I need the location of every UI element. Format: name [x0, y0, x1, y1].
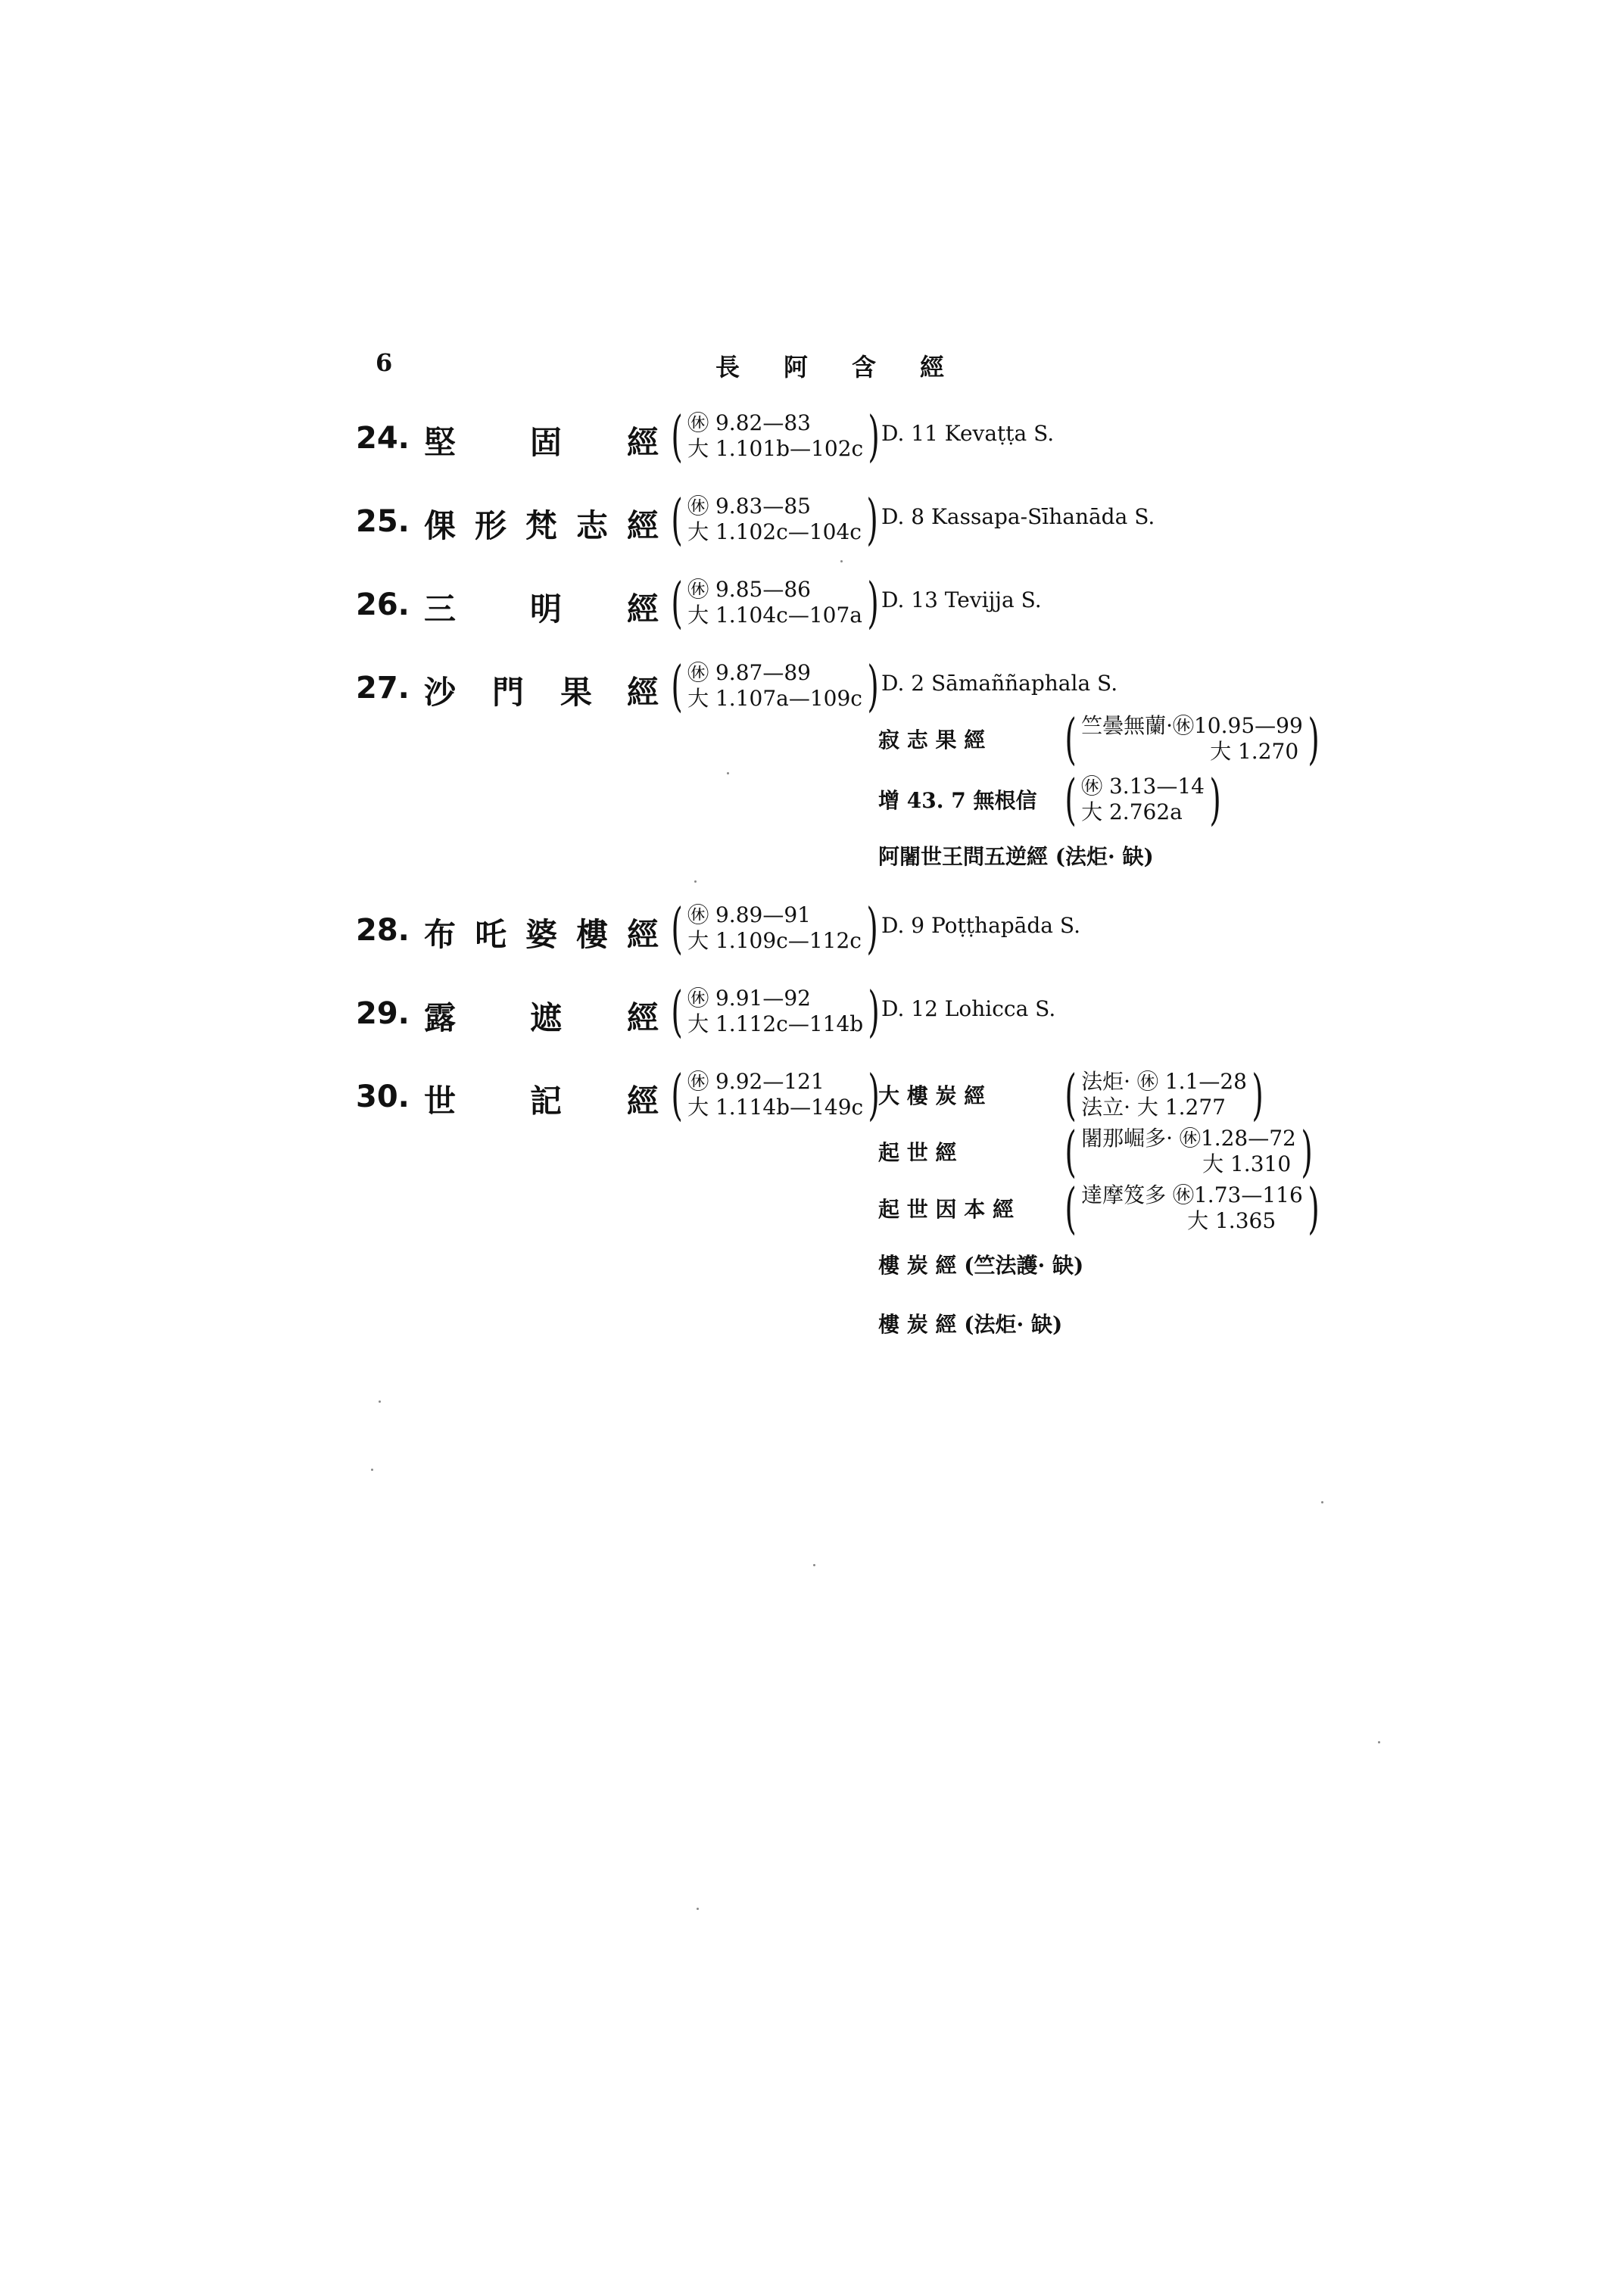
canon-refs: ( ㊡ 9.87—89 大 1.107a—109c )	[671, 654, 879, 718]
entry-title-char: 形	[475, 507, 507, 544]
canon-refs: ( ㊡ 9.92—121 大 1.114b—149c )	[671, 1063, 880, 1126]
ref-line-1: ㊡ 9.91—92	[687, 986, 811, 1011]
entry-title-char: 樓	[576, 916, 609, 953]
scan-speck	[694, 880, 697, 883]
entry-title-char: 志	[576, 507, 609, 544]
entry-title-char: 吒	[475, 916, 507, 953]
entry-title-char: 明	[530, 590, 563, 628]
ref-line-2: 大 1.107a—109c	[687, 686, 862, 711]
parallel-item: 起 世 因 本 經 ( 達摩笈多 ㊡1.73—116 大 1.365 )	[878, 1176, 1320, 1240]
page-number: 6	[376, 348, 393, 377]
parallel-note-2: 大 1.270	[1210, 739, 1299, 764]
entry-title-char: 遮	[530, 999, 563, 1036]
pali-ref: D. 8 Kassapa-Sīhanāda S.	[881, 504, 1155, 529]
entry-title-char: 經	[627, 1083, 659, 1120]
ref-line-2: 大 1.104c—107a	[687, 603, 862, 628]
parallel-item: 增 43. 7 無根信 ( ㊡ 3.13—14 大 2.762a )	[878, 768, 1221, 831]
entry-number: 26.	[356, 587, 410, 622]
parallel-note-1: ㊡ 3.13—14	[1081, 774, 1205, 799]
entry-number: 24.	[356, 421, 410, 456]
scan-speck	[697, 1908, 699, 1910]
entry-title-char: 果	[560, 674, 593, 711]
parallel-item: 大 樓 炭 經 ( 法炬· ㊡ 1.1—28 法立· 大 1.277 )	[878, 1063, 1264, 1126]
entry-title-char: 固	[530, 424, 563, 461]
canon-refs: ( ㊡ 9.91—92 大 1.112c—114b )	[671, 980, 880, 1043]
scan-speck	[840, 560, 843, 562]
ref-line-2: 大 1.101b—102c	[687, 436, 864, 461]
parallel-note-1: 達摩笈多 ㊡1.73—116	[1081, 1182, 1303, 1207]
parallel-title: 寂 志 果 經	[878, 727, 986, 752]
parallel-item: 起 世 經 ( 闍那崛多· ㊡1.28—72 大 1.310 )	[878, 1120, 1313, 1183]
pali-ref: D. 2 Sāmaññaphala S.	[881, 671, 1118, 696]
scan-speck	[1321, 1501, 1323, 1503]
parallel-title: 阿闍世王問五逆經 (法炬· 缺)	[878, 844, 1154, 869]
pali-ref: D. 11 Kevaṭṭa S.	[881, 421, 1055, 446]
parallel-note-1: 竺曇無蘭·㊡10.95—99	[1081, 713, 1303, 738]
entry-title-char: 記	[530, 1083, 563, 1120]
parallel-note-2: 法立· 大 1.277	[1081, 1095, 1226, 1120]
parallel-title: 大 樓 炭 經	[878, 1083, 986, 1108]
ref-line-1: ㊡ 9.83—85	[687, 494, 811, 519]
ref-line-2: 大 1.102c—104c	[687, 519, 862, 544]
parallel-title: 樓 炭 經 (法炬· 缺)	[878, 1312, 1063, 1337]
entry-title-char: 經	[627, 999, 659, 1036]
entry-number: 28.	[356, 913, 410, 948]
parallel-title: 起 世 因 本 經	[878, 1197, 1014, 1222]
entry-title-char: 經	[627, 590, 659, 628]
entry-title-char: 沙	[424, 674, 457, 711]
scan-speck	[379, 1400, 381, 1403]
canon-refs: ( ㊡ 9.85—86 大 1.104c—107a )	[671, 571, 879, 634]
entry-title-char: 梵	[525, 507, 558, 544]
entry-number: 25.	[356, 504, 410, 539]
scan-speck	[371, 1469, 373, 1471]
scan-speck	[813, 1564, 815, 1566]
ref-line-1: ㊡ 9.87—89	[687, 660, 811, 685]
running-title: 長阿含經	[715, 353, 989, 382]
parallel-note-1: 法炬· ㊡ 1.1—28	[1081, 1069, 1247, 1094]
entry-title-char: 世	[424, 1083, 457, 1120]
scan-speck	[1378, 1741, 1380, 1743]
ref-line-1: ㊡ 9.82—83	[687, 410, 811, 435]
parallel-title: 樓 炭 經 (竺法護· 缺)	[878, 1253, 1084, 1278]
pali-ref: D. 9 Poṭṭhapāda S.	[881, 913, 1080, 938]
pali-ref: D. 13 Tevijja S.	[881, 587, 1042, 612]
entry-title-char: 布	[424, 916, 457, 953]
entry-title-char: 堅	[424, 424, 457, 461]
entry-title-char: 經	[627, 424, 659, 461]
parallel-title: 增 43. 7 無根信	[878, 788, 1037, 813]
canon-refs: ( ㊡ 9.83—85 大 1.102c—104c )	[671, 488, 878, 551]
ref-line-1: ㊡ 9.92—121	[687, 1069, 824, 1094]
entry-title-char: 經	[627, 507, 659, 544]
parallel-note-2: 大 1.365	[1187, 1208, 1276, 1233]
entry-title-char: 倮	[424, 507, 457, 544]
entry-title-char: 經	[627, 916, 659, 953]
entry-title-char: 經	[627, 674, 659, 711]
canon-refs: ( ㊡ 9.89—91 大 1.109c—112c )	[671, 896, 878, 960]
entry-number: 27.	[356, 671, 410, 706]
ref-line-1: ㊡ 9.89—91	[687, 902, 811, 927]
ref-line-1: ㊡ 9.85—86	[687, 577, 811, 602]
parallel-item: 寂 志 果 經 ( 竺曇無蘭·㊡10.95—99 大 1.270 )	[878, 707, 1320, 771]
ref-line-2: 大 1.109c—112c	[687, 928, 862, 953]
entry-number: 29.	[356, 996, 410, 1031]
entry-title-char: 婆	[525, 916, 558, 953]
pali-ref: D. 12 Lohicca S.	[881, 996, 1056, 1021]
parallel-title: 起 世 經	[878, 1140, 957, 1165]
entry-title-char: 門	[492, 674, 525, 711]
parallel-note-2: 大 1.310	[1202, 1151, 1292, 1176]
entry-title-char: 露	[424, 999, 457, 1036]
entry-title-char: 三	[424, 590, 457, 628]
scan-speck	[727, 772, 729, 774]
entry-number: 30.	[356, 1080, 410, 1114]
parallel-note-1: 闍那崛多· ㊡1.28—72	[1081, 1126, 1296, 1151]
ref-line-2: 大 1.112c—114b	[687, 1011, 864, 1036]
canon-refs: ( ㊡ 9.82—83 大 1.101b—102c )	[671, 404, 880, 468]
ref-line-2: 大 1.114b—149c	[687, 1095, 864, 1120]
parallel-note-2: 大 2.762a	[1081, 799, 1183, 824]
